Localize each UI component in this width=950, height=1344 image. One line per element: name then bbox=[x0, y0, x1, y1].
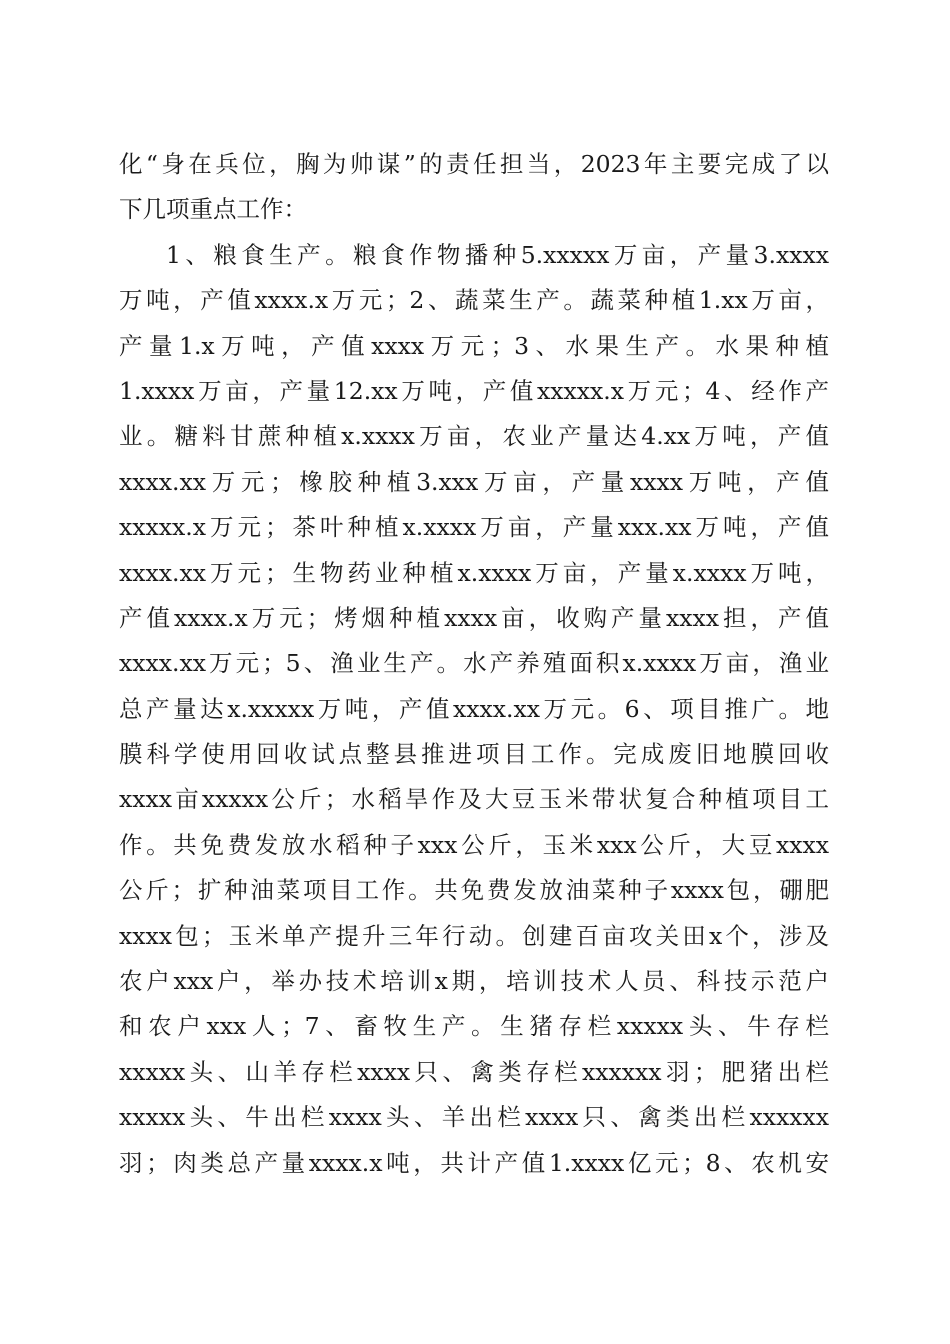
text-line-8: xxxx.xx万元；橡胶种植3.xxx万亩，产量xxxx万吨，产值 bbox=[119, 467, 829, 496]
text-line-23: 羽；肉类总产量xxxx.x吨，共计产值1.xxxx亿元；8、农机安 bbox=[119, 1148, 829, 1177]
text-line-10: xxxx.xx万元；生物药业种植x.xxxx万亩，产量x.xxxx万吨， bbox=[119, 558, 829, 587]
text-line-2: 下几项重点工作： bbox=[119, 195, 307, 224]
text-line-18: xxxx包；玉米单产提升三年行动。创建百亩攻关田x个，涉及 bbox=[119, 921, 829, 950]
text-line-13: 总产量达x.xxxxx万吨，产值xxxx.xx万元。6、项目推广。地 bbox=[119, 694, 829, 723]
text-line-7: 业。糖料甘蔗种植x.xxxx万亩，农业产量达4.xx万吨，产值 bbox=[119, 422, 829, 451]
text-line-16: 作。共免费发放水稻种子xxx公斤，玉米xxx公斤，大豆xxxx bbox=[119, 830, 829, 859]
text-line-11: 产值xxxx.x万元；烤烟种植xxxx亩，收购产量xxxx担，产值 bbox=[119, 603, 829, 632]
text-line-9: xxxxx.x万元；茶叶种植x.xxxx万亩，产量xxx.xx万吨，产值 bbox=[119, 513, 829, 542]
text-line-3: 1、粮食生产。粮食作物播种5.xxxxx万亩，产量3.xxxx bbox=[166, 240, 829, 269]
text-line-14: 膜科学使用回收试点整县推进项目工作。完成废旧地膜回收 bbox=[119, 740, 829, 769]
text-line-5: 产量1.x万吨，产值xxxx万元；3、水果生产。水果种植 bbox=[119, 331, 829, 360]
text-line-22: xxxxx头、牛出栏xxxx头、羊出栏xxxx只、禽类出栏xxxxxx bbox=[119, 1103, 829, 1132]
text-line-4: 万吨，产值xxxx.x万元；2、蔬菜生产。蔬菜种植1.xx万亩， bbox=[119, 286, 829, 315]
text-line-17: 公斤；扩种油菜项目工作。共免费发放油菜种子xxxx包，硼肥 bbox=[119, 876, 829, 905]
text-line-19: 农户xxx户，举办技术培训x期，培训技术人员、科技示范户 bbox=[119, 967, 829, 996]
text-line-6: 1.xxxx万亩，产量12.xx万吨，产值xxxxx.x万元；4、经作产 bbox=[119, 376, 829, 405]
text-line-20: 和农户xxx人；7、畜牧生产。生猪存栏xxxxx头、牛存栏 bbox=[119, 1012, 829, 1041]
text-line-12: xxxx.xx万元；5、渔业生产。水产养殖面积x.xxxx万亩，渔业 bbox=[119, 649, 829, 678]
text-line-15: xxxx亩xxxxx公斤；水稻旱作及大豆玉米带状复合种植项目工 bbox=[119, 785, 829, 814]
body-text bbox=[119, 142, 829, 1186]
text-line-21: xxxxx头、山羊存栏xxxx只、禽类存栏xxxxxx羽；肥猪出栏 bbox=[119, 1057, 829, 1086]
text-line-1: 化“身在兵位，胸为帅谋”的责任担当，2023年主要完成了以 bbox=[119, 150, 829, 178]
